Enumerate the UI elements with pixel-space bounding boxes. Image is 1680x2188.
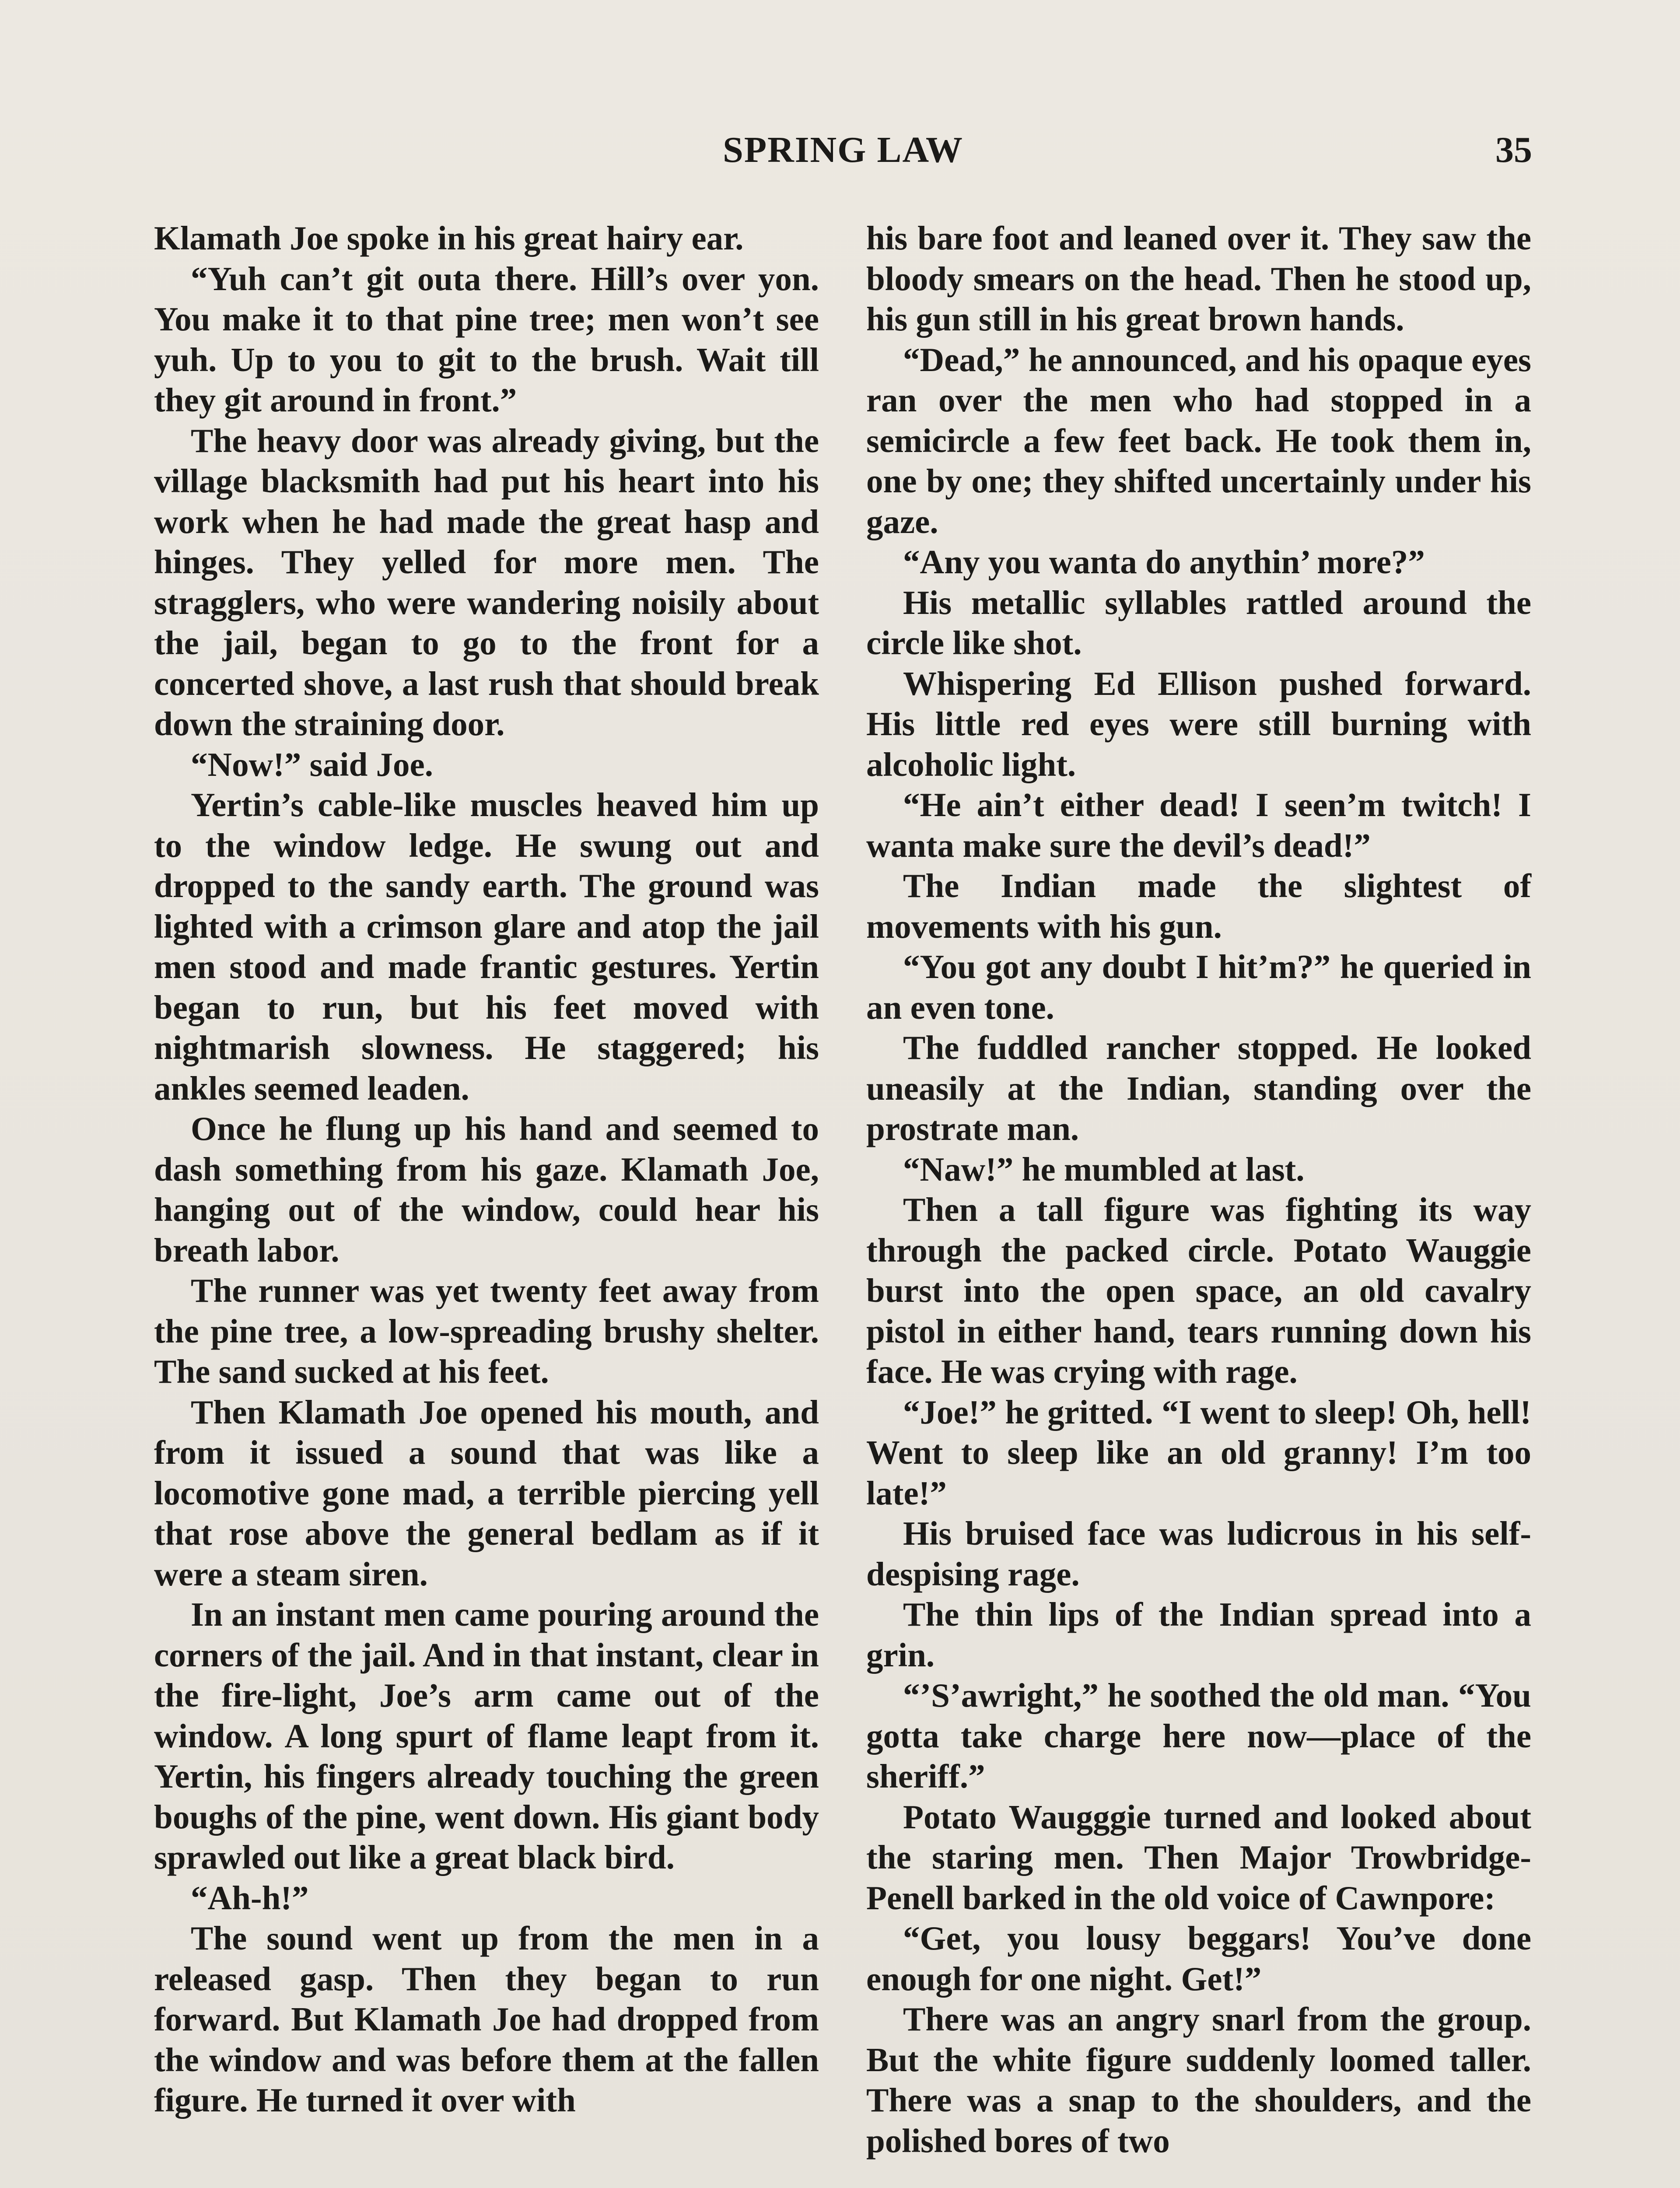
paragraph: Klamath Joe spoke in his great hairy ear. — [154, 219, 744, 257]
paragraph: Potato Waugggie turned and looked about the staring men. Then Major Trowbridge-Penell barked in the old voice of Cawnpore: — [866, 1798, 1531, 1917]
paragraph: The sound went up from the men in a released gasp. Then they began to run forward. But Klamath Joe had dropped from the window and was before them at the fallen figure. He turned it over with — [154, 1919, 819, 2119]
paragraph: The fuddled rancher stopped. He looked uneasily at the Indian, standing over the prostrate man. — [866, 1029, 1531, 1147]
paragraph: “Now!” said Joe. — [191, 745, 433, 783]
paragraph: The heavy door was already giving, but the village blacksmith had put his heart into his work when he had made the great hasp and hinges. They yelled for more men. The stragglers, who were wandering noisily about the jail, began to go to the front for a concerted shove, a last rush that should break down the straining door. — [154, 421, 819, 743]
paragraph: The thin lips of the Indian spread into a grin. — [866, 1595, 1531, 1674]
paragraph: “Joe!” he gritted. “I went to sleep! Oh, hell! Went to sleep like an old granny! I’m too late!” — [866, 1393, 1531, 1512]
paragraph: The Indian made the slightest of movements with his gun. — [866, 867, 1531, 945]
paragraph: Whispering Ed Ellison pushed forward. His little red eyes were still burning with alcoholic light. — [866, 664, 1531, 783]
paragraph: Then a tall figure was fighting its way through the packed circle. Potato Wauggie burst into the open space, an old cavalry pistol in either hand, tears running down his face. He was crying with rage. — [866, 1191, 1531, 1390]
paragraph: His bruised face was ludicrous in his self-despising rage. — [866, 1515, 1531, 1593]
running-title: SPRING LAW — [723, 130, 963, 170]
paragraph: Yertin’s cable-like muscles heaved him up to the window ledge. He swung out and dropped to the sandy earth. The ground was lighted with a crimson glare and atop the jail men stood and made frantic gestures. Yertin began to run, but his feet moved with nightmarish slowness. He staggered; his ankles seemed leaden. — [154, 786, 819, 1107]
running-head — [154, 126, 1532, 174]
paragraph: There was an angry snarl from the group. But the white figure suddenly loomed taller. There was a snap to the shoulders, and the polished bores of two — [866, 2000, 1531, 2160]
paragraph: “Ah-h!” — [191, 1879, 309, 1917]
paragraph: “’S’awright,” he soothed the old man. “You gotta take charge here now—place of the sheriff.” — [866, 1676, 1531, 1795]
paragraph: “Get, you lousy beggars! You’ve done enough for one night. Get!” — [866, 1919, 1531, 1998]
paragraph: In an instant men came pouring around the corners of the jail. And in that instant, clear in the fire-light, Joe’s arm came out of the window. A long spurt of flame leapt from it. Yertin, his fingers already touching the green boughs of the pine, went down. His giant body sprawled out like a great black bird. — [154, 1595, 819, 1876]
left-column — [154, 218, 819, 2121]
page-number: 35 — [1495, 130, 1532, 170]
paragraph: His metallic syllables rattled around the circle like shot. — [866, 583, 1531, 662]
paragraph: “Any you wanta do anythin’ more?” — [903, 543, 1425, 581]
paragraph: “Dead,” he announced, and his opaque eyes ran over the men who had stopped in a semicircle a few feet back. He took them in, one by one; they shifted uncertainly under his gaze. — [866, 340, 1531, 540]
paragraph: “You got any doubt I hit’m?” he queried in an even tone. — [866, 948, 1531, 1026]
paragraph: “Naw!” he mumbled at last. — [903, 1150, 1305, 1188]
paragraph: The runner was yet twenty feet away from the pine tree, a low-spreading brushy shelter. The sand sucked at his feet. — [154, 1272, 819, 1390]
right-column — [866, 218, 1531, 2161]
paragraph: “Yuh can’t git outa there. Hill’s over yon. You make it to that pine tree; men won’t see yuh. Up to you to git to the brush. Wait till they git around in front.” — [154, 259, 819, 419]
paragraph: Once he flung up his hand and seemed to dash something from his gaze. Klamath Joe, hanging out of the window, could hear his breath labor. — [154, 1110, 819, 1269]
paragraph: Then Klamath Joe opened his mouth, and from it issued a sound that was like a locomotive gone mad, a terrible piercing yell that rose above the general bedlam as if it were a steam siren. — [154, 1393, 819, 1593]
paragraph: his bare foot and leaned over it. They saw the bloody smears on the head. Then he stood up, his gun still in his great brown hands. — [866, 219, 1531, 338]
paragraph: “He ain’t either dead! I seen’m twitch! I wanta make sure the devil’s dead!” — [866, 786, 1531, 864]
